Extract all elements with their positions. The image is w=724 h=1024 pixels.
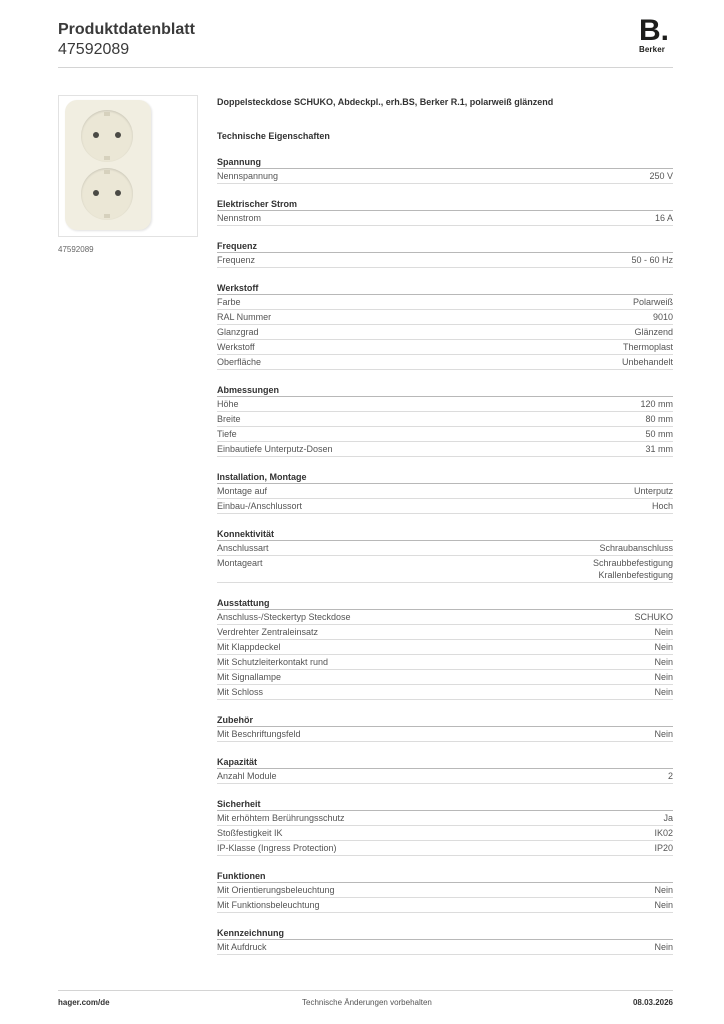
footer-divider — [58, 990, 673, 991]
property-value: Nein — [654, 672, 673, 682]
property-row — [217, 655, 673, 670]
logo-letter: B. — [639, 14, 669, 47]
socket-cover-plate — [65, 100, 151, 230]
property-row — [217, 811, 673, 826]
property-label: Mit Schutzleiterkontakt rund — [217, 657, 329, 667]
earth-clip — [104, 156, 110, 160]
property-section — [217, 870, 673, 913]
property-section — [217, 528, 673, 583]
earth-clip — [104, 112, 110, 116]
section-title: Kennzeichnung — [217, 927, 673, 940]
property-row — [217, 541, 673, 556]
property-label: Mit Signallampe — [217, 672, 282, 682]
property-section — [217, 198, 673, 226]
property-label: Höhe — [217, 399, 239, 409]
property-label: Frequenz — [217, 255, 256, 265]
property-row — [217, 940, 673, 955]
image-caption: 47592089 — [58, 245, 94, 254]
property-row — [217, 310, 673, 325]
pin-hole — [93, 132, 99, 138]
berker-logo — [639, 14, 675, 57]
section-title: Funktionen — [217, 870, 673, 883]
property-label: Stoßfestigkeit IK — [217, 828, 283, 838]
property-label: Nennstrom — [217, 213, 262, 223]
property-label: Mit Klappdeckel — [217, 642, 281, 652]
property-row — [217, 685, 673, 700]
pin-hole — [115, 132, 121, 138]
property-row — [217, 253, 673, 268]
property-value: 80 mm — [645, 414, 673, 424]
property-section — [217, 927, 673, 955]
property-section — [217, 471, 673, 514]
property-value: 50 - 60 Hz — [631, 255, 673, 265]
property-label: Montage auf — [217, 486, 268, 496]
property-section — [217, 384, 673, 457]
property-label: Oberfläche — [217, 357, 262, 367]
property-row — [217, 484, 673, 499]
section-title: Frequenz — [217, 240, 673, 253]
property-value: IP20 — [654, 843, 673, 853]
pin-hole — [115, 190, 121, 196]
property-label: Montageart — [217, 558, 263, 568]
property-label: Einbautiefe Unterputz-Dosen — [217, 444, 333, 454]
pin-hole — [93, 190, 99, 196]
property-label: Mit Beschriftungsfeld — [217, 729, 301, 739]
property-label: Werkstoff — [217, 342, 255, 352]
earth-clip — [104, 214, 110, 218]
property-value: Nein — [654, 729, 673, 739]
property-row — [217, 211, 673, 226]
property-row — [217, 640, 673, 655]
socket-outlet-top — [81, 110, 133, 162]
property-value: Nein — [654, 627, 673, 637]
property-section — [217, 240, 673, 268]
footer-website: hager.com/de — [58, 998, 110, 1007]
property-row — [217, 295, 673, 310]
document-header — [58, 20, 195, 60]
property-row — [217, 883, 673, 898]
property-value: Hoch — [651, 501, 673, 511]
property-value: 120 mm — [640, 399, 673, 409]
property-row — [217, 325, 673, 340]
properties-list — [217, 156, 673, 955]
property-label: Mit Orientierungsbeleuchtung — [217, 885, 335, 895]
product-details — [217, 96, 673, 955]
property-row — [217, 340, 673, 355]
section-title: Sicherheit — [217, 798, 673, 811]
property-value: Nein — [654, 642, 673, 652]
property-value: Glänzend — [634, 327, 673, 337]
property-label: Breite — [217, 414, 241, 424]
property-value: 31 mm — [645, 444, 673, 454]
property-value: 9010 — [652, 312, 673, 322]
property-value: 16 A — [654, 213, 673, 223]
property-row — [217, 769, 673, 784]
earth-clip — [104, 170, 110, 174]
property-row — [217, 727, 673, 742]
property-row — [217, 625, 673, 640]
property-value: Unterputz — [633, 486, 673, 496]
property-value: Ja — [663, 813, 673, 823]
property-label: Anzahl Module — [217, 771, 277, 781]
property-row — [217, 355, 673, 370]
property-label: RAL Nummer — [217, 312, 272, 322]
property-section — [217, 756, 673, 784]
property-value: SCHUKO — [634, 612, 673, 622]
property-label: IP-Klasse (Ingress Protection) — [217, 843, 337, 853]
section-title: Elektrischer Strom — [217, 198, 673, 211]
property-label: Einbau-/Anschlussort — [217, 501, 303, 511]
property-value: Schraubbefestigung Krallenbefestigung — [592, 558, 673, 580]
footer-date: 08.03.2026 — [632, 998, 673, 1007]
section-title: Zubehör — [217, 714, 673, 727]
property-value: Nein — [654, 900, 673, 910]
property-label: Mit erhöhtem Berührungsschutz — [217, 813, 345, 823]
property-label: Glanzgrad — [217, 327, 259, 337]
property-row — [217, 898, 673, 913]
property-section — [217, 282, 673, 370]
property-value: Polarweiß — [632, 297, 673, 307]
property-value: Nein — [654, 687, 673, 697]
property-row — [217, 442, 673, 457]
property-label: Tiefe — [217, 429, 237, 439]
property-section — [217, 798, 673, 856]
property-label: Mit Funktionsbeleuchtung — [217, 900, 320, 910]
property-section — [217, 597, 673, 700]
property-row — [217, 427, 673, 442]
section-title: Spannung — [217, 156, 673, 169]
section-title: Kapazität — [217, 756, 673, 769]
property-value: 50 mm — [645, 429, 673, 439]
property-row — [217, 556, 673, 583]
property-label: Mit Aufdruck — [217, 942, 267, 952]
property-label: Nennspannung — [217, 171, 279, 181]
property-value: Nein — [654, 885, 673, 895]
logo-word: Berker — [639, 45, 665, 54]
property-row — [217, 670, 673, 685]
property-section — [217, 714, 673, 742]
section-title: Abmessungen — [217, 384, 673, 397]
property-value: Schraubanschluss — [599, 543, 673, 553]
property-label: Anschlussart — [217, 543, 269, 553]
property-section — [217, 156, 673, 184]
property-row — [217, 412, 673, 427]
header-divider — [58, 67, 673, 68]
property-value: Thermoplast — [622, 342, 673, 352]
property-row — [217, 610, 673, 625]
product-image — [58, 95, 198, 237]
section-title: Konnektivität — [217, 528, 673, 541]
property-row — [217, 841, 673, 856]
footer-notice: Technische Änderungen vorbehalten — [302, 998, 432, 1007]
socket-outlet-bottom — [81, 168, 133, 220]
property-value: 2 — [667, 771, 673, 781]
property-label: Verdrehter Zentraleinsatz — [217, 627, 319, 637]
technical-properties-heading: Technische Eigenschaften — [217, 131, 330, 141]
property-value: Unbehandelt — [621, 357, 673, 367]
property-label: Farbe — [217, 297, 241, 307]
property-row — [217, 826, 673, 841]
product-name: Doppelsteckdose SCHUKO, Abdeckpl., erh.BS, Berker R.1, polarweiß glänzend — [217, 97, 554, 107]
property-value: Nein — [654, 942, 673, 952]
property-label: Anschluss-/Steckertyp Steckdose — [217, 612, 351, 622]
property-value: 250 V — [649, 171, 673, 181]
property-value: IK02 — [654, 828, 673, 838]
section-title: Installation, Montage — [217, 471, 673, 484]
article-number: 47592089 — [58, 41, 130, 58]
property-row — [217, 499, 673, 514]
document-title: Produktdatenblatt — [58, 21, 195, 38]
section-title: Werkstoff — [217, 282, 673, 295]
property-label: Mit Schloss — [217, 687, 264, 697]
property-value: Nein — [654, 657, 673, 667]
property-row — [217, 397, 673, 412]
property-row — [217, 169, 673, 184]
section-title: Ausstattung — [217, 597, 673, 610]
